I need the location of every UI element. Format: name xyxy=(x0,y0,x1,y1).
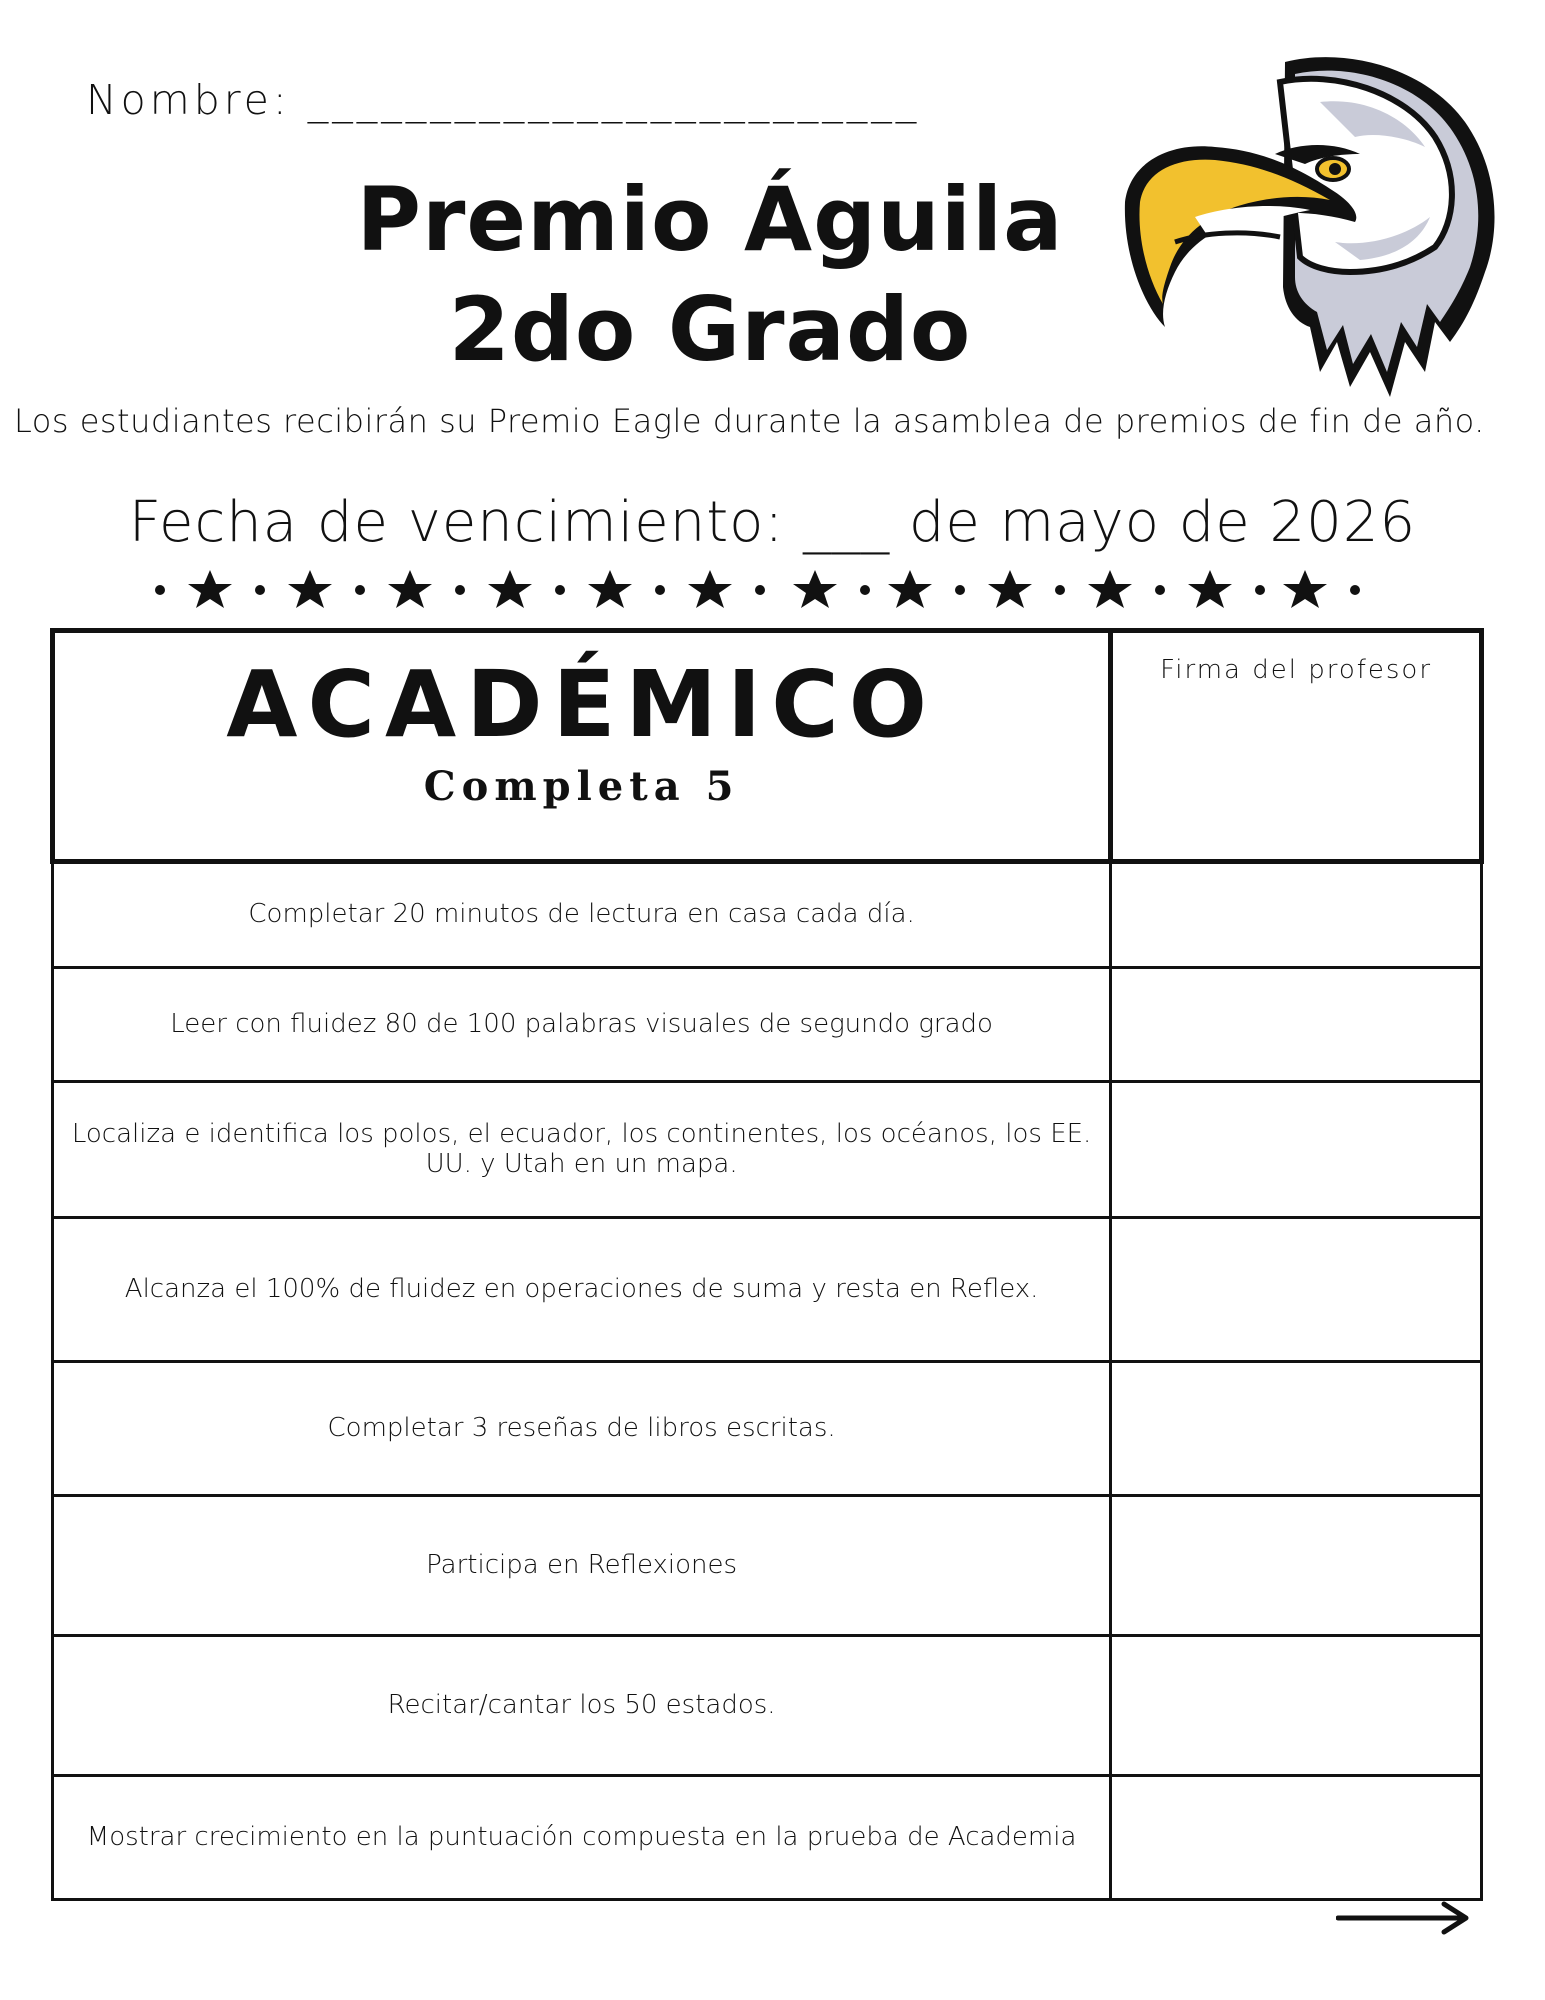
table-row xyxy=(53,1496,1482,1636)
signature-cell[interactable] xyxy=(1111,1362,1482,1496)
task-text: Completar 3 reseñas de libros escritas. xyxy=(53,1362,1111,1496)
table-subheading: Completa 5 xyxy=(423,763,740,810)
signature-cell[interactable] xyxy=(1111,1218,1482,1362)
task-text: Completar 20 minutos de lectura en casa cada día. xyxy=(53,862,1111,968)
name-line[interactable]: Nombre: _________________________ xyxy=(86,76,921,124)
table-header-row xyxy=(53,631,1482,862)
table-row xyxy=(53,1082,1482,1218)
due-date[interactable]: Fecha de vencimiento: ___ de mayo de 2026 xyxy=(128,490,1417,555)
task-text: Participa en Reflexiones xyxy=(53,1496,1111,1636)
award-checklist-table xyxy=(50,628,1484,1901)
page-title: Premio Águila xyxy=(356,168,1064,271)
table-row xyxy=(53,862,1482,968)
table-row xyxy=(53,1218,1482,1362)
eagle-head-icon xyxy=(1105,42,1505,412)
task-text: Leer con fluidez 80 de 100 palabras visuales de segundo grado xyxy=(53,968,1111,1082)
signature-header: Firma del profesor xyxy=(1111,631,1482,862)
table-heading: ACADÉMICO xyxy=(226,651,937,758)
task-text: Mostrar crecimiento en la puntuación compuesta en la prueba de Academia xyxy=(53,1776,1111,1900)
table-row xyxy=(53,968,1482,1082)
signature-cell[interactable] xyxy=(1111,1082,1482,1218)
signature-cell[interactable] xyxy=(1111,968,1482,1082)
intro-text: Los estudiantes recibirán su Premio Eagle durante la asamblea de premios de fin de año. xyxy=(14,402,1485,440)
signature-cell[interactable] xyxy=(1111,1636,1482,1776)
table-row xyxy=(53,1776,1482,1900)
table-row xyxy=(53,1636,1482,1776)
task-text: Alcanza el 100% de fluidez en operaciones de suma y resta en Reflex. xyxy=(53,1218,1111,1362)
task-text: Localiza e identifica los polos, el ecuador, los continentes, los océanos, los EE. UU. y Utah en un mapa. xyxy=(53,1082,1111,1218)
table-row xyxy=(53,1362,1482,1496)
task-text: Recitar/cantar los 50 estados. xyxy=(53,1636,1111,1776)
signature-cell[interactable] xyxy=(1111,1496,1482,1636)
star-divider xyxy=(150,565,1370,615)
page-subtitle-grade: 2do Grado xyxy=(448,278,972,381)
arrow-right-icon[interactable] xyxy=(1336,1898,1476,1938)
signature-cell[interactable] xyxy=(1111,862,1482,968)
signature-cell[interactable] xyxy=(1111,1776,1482,1900)
table-heading-cell xyxy=(55,651,1108,859)
